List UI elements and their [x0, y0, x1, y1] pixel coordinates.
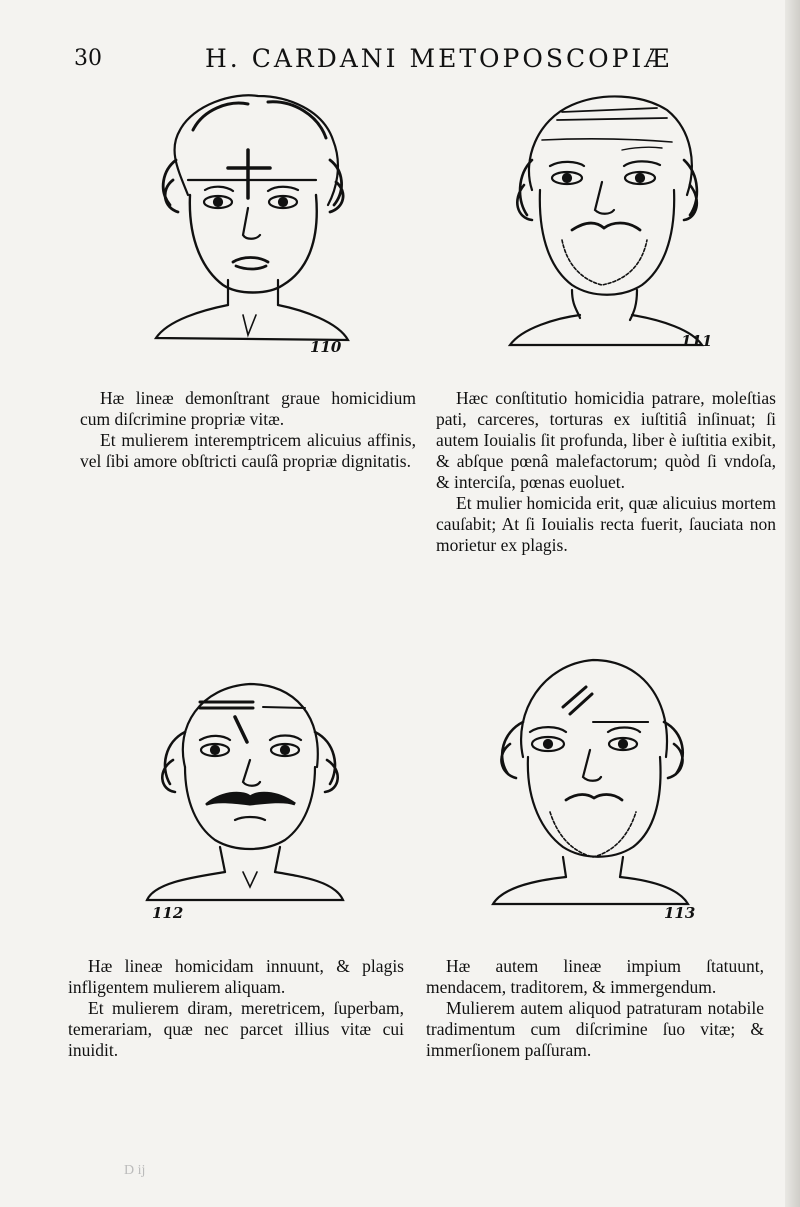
- paragraph: Et mulierem diram, meretricem, ſuperbam, temerariam, quæ nec parcet illius vitæ cui inuidit.: [68, 998, 404, 1060]
- page-header: [0, 44, 800, 84]
- text-block-113: [426, 956, 764, 1061]
- paragraph: Mulierem autem aliquod patraturam notabile tradimentum cum diſcrimine ſuo vitæ; & immerſionem paſſuram.: [426, 998, 764, 1060]
- figure-number: 112: [152, 904, 184, 922]
- portrait-111: [502, 90, 712, 352]
- portrait-110: [148, 90, 358, 352]
- portrait-113: [488, 652, 698, 914]
- figure-number: 113: [664, 904, 696, 922]
- paragraph: Hæc conſtitutio homicidia patrare, moleſtias pati, carceres, torturas ex iuſtitiâ inſinuat; ſi autem Iouialis ſit profunda, liber è iuſtitia exibit, & abſque pœnâ malefactorum; quòd ſi vndoſa, & interciſa, pœnas euoluet.: [436, 388, 776, 492]
- text-block-112: [68, 956, 404, 1061]
- text-block-111: [436, 388, 776, 556]
- page-number: 30: [74, 46, 102, 71]
- running-title: H. CARDANI METOPOSCOPIÆ: [205, 44, 673, 73]
- text-block-110: [80, 388, 416, 472]
- figure-number: 111: [681, 332, 713, 350]
- paragraph: Et mulier homicida erit, quæ alicuius mortem cauſabit; At ſi Iouialis recta fuerit, ſauciata non morietur ex plagis.: [436, 493, 776, 555]
- paragraph: Et mulierem interemptricem alicuius affinis, vel ſibi amore obſtricti cauſâ propriæ dignitatis.: [80, 430, 416, 471]
- figure-number: 110: [310, 338, 342, 356]
- paragraph: Hæ autem lineæ impium ſtatuunt, mendacem, traditorem, & immergendum.: [426, 956, 764, 997]
- paragraph: Hæ lineæ homicidam innuunt, & plagis infligentem mulierem aliquam.: [68, 956, 404, 997]
- page-edge: [785, 0, 800, 1207]
- signature-mark: D ij: [124, 1163, 146, 1178]
- portrait-112: [145, 672, 355, 912]
- paragraph: Hæ lineæ demonſtrant graue homicidium cum diſcrimine propriæ vitæ.: [80, 388, 416, 429]
